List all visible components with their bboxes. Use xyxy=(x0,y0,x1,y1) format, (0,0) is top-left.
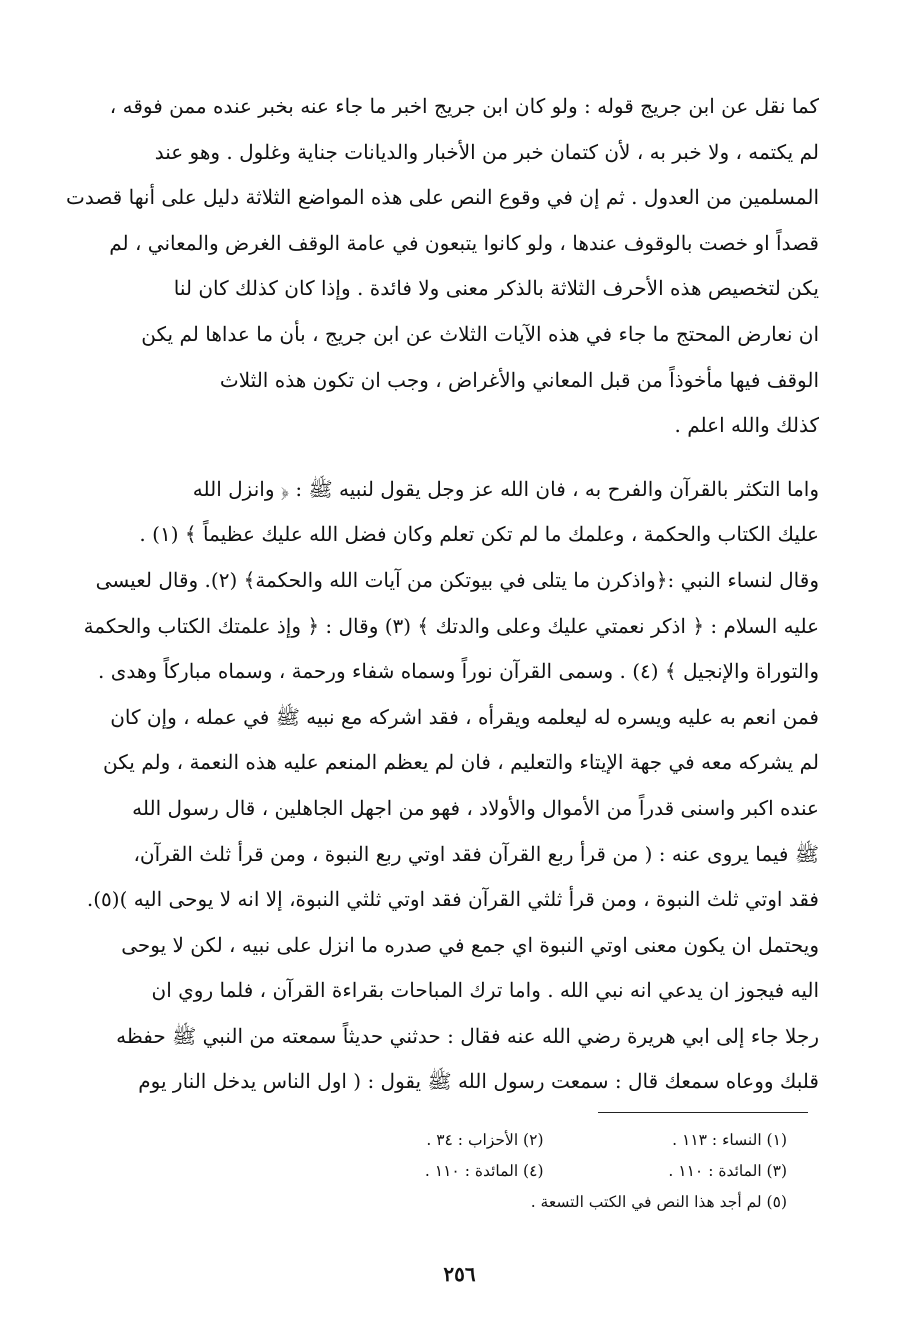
text-line: كما نقل عن ابن جريج قوله : ولو كان ابن جريج اخبر ما جاء عنه بخبر عنده ممن فوقه ، xyxy=(109,94,819,118)
footnote-5: (٥) لم أجد هذا النص في الكتب التسعة . xyxy=(530,1193,787,1211)
text-line: عليه السلام : ﴿ اذكر نعمتي عليك وعلى والدتك ﴾ (٣) وقال : ﴿ وإذ علمتك الكتاب والحكمة xyxy=(83,613,819,638)
footnote-4: (٤) المائدة : ١١٠ . xyxy=(424,1162,544,1180)
text-line: ان نعارض المحتج ما جاء في هذه الآيات الثلاث عن ابن جريج ، بأن ما عداها لم يكن xyxy=(141,321,819,346)
text-line: عليك الكتاب والحكمة ، وعلمك ما لم تكن تعلم وكان فضل الله عليك عظيماً ﴾ (١) . xyxy=(139,522,819,547)
text-line: يكن لتخصيص هذه الأحرف الثلاثة بالذكر معنى ولا فائدة . وإذا كان كذلك كان لنا xyxy=(173,276,819,301)
text-line: قصداً او خصت بالوقوف عندها ، ولو كانوا يتبعون في عامة الوقف الغرض والمعاني ، لم xyxy=(109,230,819,255)
text-line: فقد اوتي ثلث النبوة ، ومن قرأ ثلثي القرآن فقد اوتي ثلثي النبوة، إلا انه لا يوحى اليه )(٥). xyxy=(86,887,819,912)
text-line: لم يكتمه ، ولا خبر به ، لأن كتمان خبر من الأخبار والديانات جناية وغلول . وهو عند xyxy=(154,139,819,164)
text-line: كذلك والله اعلم . xyxy=(674,413,819,438)
footnote-row xyxy=(300,1125,787,1156)
text-line: لم يشركه معه في جهة الإيتاء والتعليم ، فان لم يعظم المنعم عليه هذه النعمة ، ولم يكن xyxy=(103,750,819,775)
footnote-3: (٣) المائدة : ١١٠ . xyxy=(668,1162,787,1180)
text-line: ويحتمل ان يكون معنى اوتي النبوة اي جمع في صدره ما انزل على نبيه ، لكن لا يوحى xyxy=(121,932,819,957)
footnotes xyxy=(300,1125,787,1218)
text-line: ﷺ فيما يروى عنه : ( من قرأ ربع القرآن فقد اوتي ربع النبوة ، ومن قرأ ثلث القرآن، xyxy=(133,841,819,866)
text-line: واما التكثر بالقرآن والفرح به ، فان الله عز وجل يقول لنبيه ﷺ : ﴿ وانزل الله xyxy=(192,476,819,501)
footnote-2: (٢) الأحزاب : ٣٤ . xyxy=(426,1131,544,1149)
footnote-separator xyxy=(598,1112,808,1113)
text-line: المسلمين من العدول . ثم إن في وقوع النص على هذه المواضع الثلاثة دليل على أنها قصدت xyxy=(66,185,819,210)
text-line: والتوراة والإنجيل ﴾ (٤) . وسمى القرآن نوراً وسماه شفاء ورحمة ، وسماه مباركاً وهدى . xyxy=(98,659,819,684)
text-line: عنده اكبر واسنى قدراً من الأموال والأولاد ، فهو من اجهل الجاهلين ، قال رسول الله xyxy=(132,795,819,820)
text-line: اليه فيجوز ان يدعي انه نبي الله . واما ترك المباحات بقراءة القرآن ، فلما روي ان xyxy=(151,978,819,1003)
page-number: ٢٥٦ xyxy=(443,1262,476,1286)
body-text xyxy=(40,84,819,1105)
text-line: رجلا جاء إلى ابي هريرة رضي الله عنه فقال : حدثني حديثاً سمعته من النبي ﷺ حفظه xyxy=(116,1023,819,1048)
paragraph-1 xyxy=(40,84,819,449)
text-line: الوقف فيها مأخوذاً من قبل المعاني والأغراض ، وجب ان تكون هذه الثلاث xyxy=(219,367,819,392)
text-line: وقال لنساء النبي :﴿واذكرن ما يتلى في بيوتكن من آيات الله والحكمة﴾ (٢). وقال لعيسى xyxy=(95,567,819,592)
text-line: فمن انعم به عليه ويسره له ليعلمه ويقرأه ، فقد اشركه مع نبيه ﷺ في عمله ، وإن كان xyxy=(110,704,819,729)
paragraph-2 xyxy=(40,467,819,1105)
footnote-1: (١) النساء : ١١٣ . xyxy=(672,1131,787,1149)
text-line: قلبك ووعاه سمعك قال : سمعت رسول الله ﷺ يقول : ( اول الناس يدخل النار يوم xyxy=(138,1069,819,1094)
footnote-row xyxy=(300,1156,787,1187)
